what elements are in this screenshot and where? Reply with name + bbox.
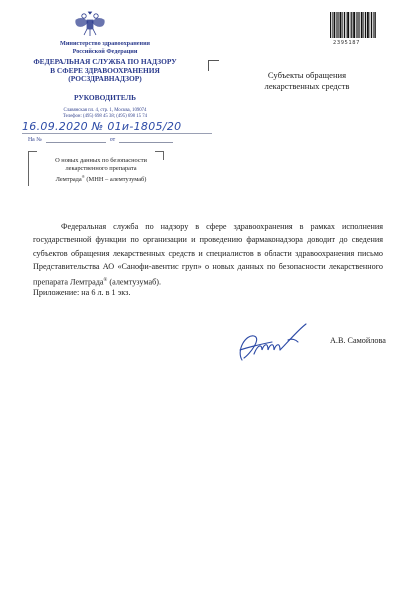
barcode-number: 2395187 bbox=[333, 40, 360, 46]
addressee: Субъекты обращения лекарственных средств bbox=[264, 70, 350, 91]
from-blank bbox=[119, 142, 173, 143]
from-label: от bbox=[109, 137, 116, 143]
registration-line bbox=[22, 133, 212, 134]
addressee-bracket bbox=[208, 60, 219, 71]
handwritten-date-number: 16.09.2020 № 01и-1805/20 bbox=[22, 120, 182, 133]
letter-body: Федеральная служба по надзору в сфере здравоохранения в рамках исполнения государственной функции по организации и проведению фармаконадзора доводит до сведения субъектов обращения лекарственных средств и специалистов в области здравоохранения письмо Представительства АО «Санофи-авентис груп» о новых данных по безопасности лекарственного препарата Лемтрада® (алемтузумаб). bbox=[33, 222, 383, 287]
ministry-name: Министерство здравоохранения Российской Федерации bbox=[59, 40, 151, 55]
num-blank bbox=[46, 142, 106, 143]
num-label: На № bbox=[28, 137, 42, 143]
letter-subject: О новых данных по безопасности лекарственного препарата Лемтрада® (МНН – алемтузумаб) bbox=[55, 157, 147, 184]
handwritten-signature bbox=[232, 320, 312, 368]
double-headed-eagle-icon bbox=[72, 10, 108, 38]
sender-role: РУКОВОДИТЕЛЬ bbox=[74, 92, 136, 102]
letterhead bbox=[20, 40, 190, 120]
signer-name: А.В. Самойлова bbox=[330, 336, 386, 345]
reference-row bbox=[28, 137, 177, 143]
agency-name: ФЕДЕРАЛЬНАЯ СЛУЖБА ПО НАДЗОРУ В СФЕРЕ ЗДРАВООХРАНЕНИЯ (РОСЗДРАВНАДЗОР) bbox=[33, 57, 177, 84]
attachment-note: Приложение: на 6 л. в 1 экз. bbox=[33, 288, 131, 297]
sender-address: Славянская пл. 4, стр. 1, Москва, 109074 Телефон: (495) 698 45 38; (495) 698 15 74 bbox=[62, 107, 148, 119]
barcode-icon bbox=[330, 12, 376, 38]
